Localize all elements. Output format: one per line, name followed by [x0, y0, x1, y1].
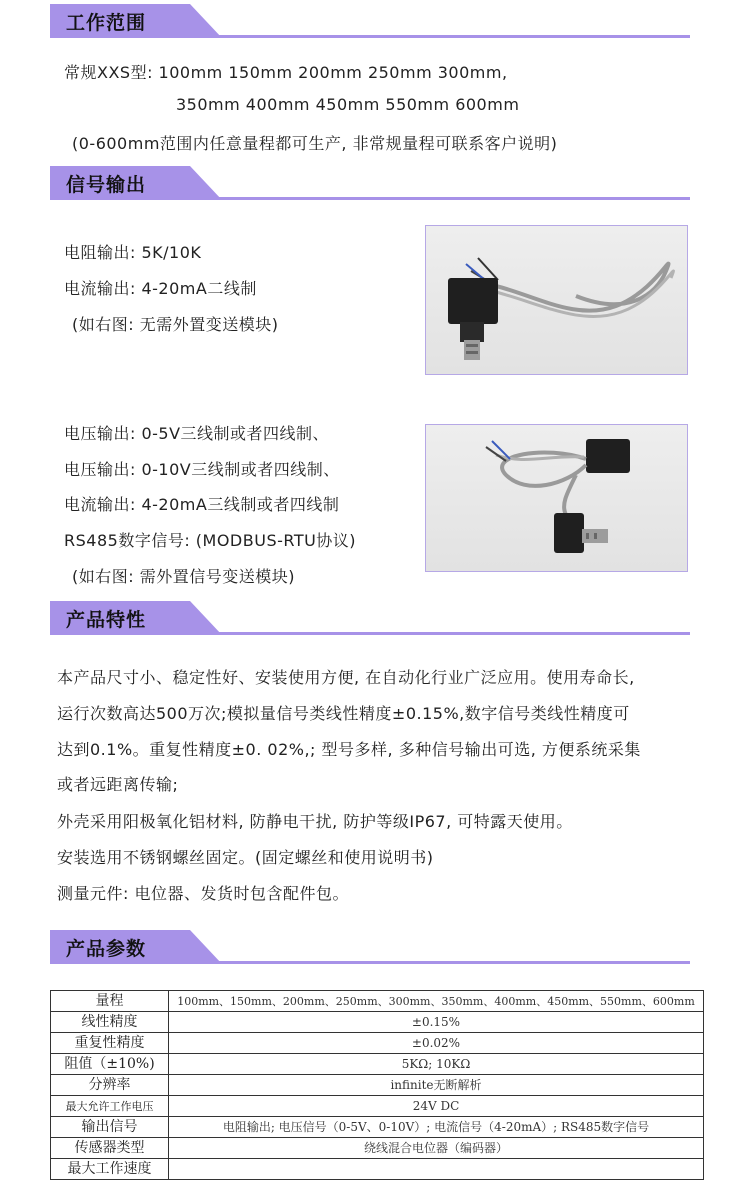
section-title: 工作范围 [66, 12, 147, 34]
param-key: 量程 [51, 991, 169, 1012]
work-range-line-3: (0-600mm范围内任意量程都可生产, 非常规量程可联系客户说明) [72, 134, 558, 153]
param-value: 5KΩ; 10KΩ [169, 1054, 704, 1075]
product-photo-sensor-2 [425, 424, 688, 572]
header-underline [50, 35, 690, 38]
table-row [51, 1075, 704, 1096]
work-range-line-2: 350mm 400mm 450mm 550mm 600mm [176, 95, 520, 114]
signal-group2-line-1: 电压输出: 0-5V三线制或者四线制、 [64, 424, 330, 443]
param-key: 最大允许工作电压 [51, 1096, 169, 1117]
work-range-line-1: 常规XXS型: 100mm 150mm 200mm 250mm 300mm, [64, 63, 508, 82]
product-photo-sensor-1 [425, 225, 688, 375]
section-header-params [50, 930, 690, 964]
param-value: ±0.02% [169, 1033, 704, 1054]
features-line-4: 或者远距离传输; [57, 775, 179, 794]
signal-group1-line-3: (如右图: 无需外置变送模块) [72, 315, 279, 334]
table-row [51, 1054, 704, 1075]
features-line-1: 本产品尺寸小、稳定性好、安装使用方便, 在自动化行业广泛应用。使用寿命长, [57, 668, 635, 687]
table-row [51, 1012, 704, 1033]
features-line-3: 达到0.1%。重复性精度±0. 02%,; 型号多样, 多种信号输出可选, 方便系统采集 [57, 740, 641, 759]
features-line-5: 外壳采用阳极氧化铝材料, 防静电干扰, 防护等级IP67, 可特露天使用。 [57, 812, 573, 831]
param-value: infinite无断解析 [169, 1075, 704, 1096]
param-value: 绕线混合电位器（编码器） [169, 1138, 704, 1159]
header-underline [50, 961, 690, 964]
header-underline [50, 197, 690, 200]
section-header-signal-output [50, 166, 690, 200]
section-header-work-range [50, 4, 690, 38]
param-key: 线性精度 [51, 1012, 169, 1033]
table-row [51, 1159, 704, 1180]
table-row [51, 1033, 704, 1054]
table-row [51, 1117, 704, 1138]
sensor-cable-illustration-1 [426, 226, 689, 376]
section-header-features [50, 601, 690, 635]
signal-group2-line-4: RS485数字信号: (MODBUS-RTU协议) [64, 531, 357, 550]
param-value [169, 1159, 704, 1180]
param-key: 阻值（±10%) [51, 1054, 169, 1075]
features-line-2: 运行次数高达500万次;模拟量信号类线性精度±0.15%,数字信号类线性精度可 [57, 704, 630, 723]
table-row [51, 1138, 704, 1159]
param-value: 100mm、150mm、200mm、250mm、300mm、350mm、400mm、450mm、550mm、600mm [169, 991, 704, 1012]
section-title: 产品特性 [66, 609, 147, 631]
features-line-7: 测量元件: 电位器、发货时包含配件包。 [57, 884, 349, 903]
header-underline [50, 632, 690, 635]
signal-group1-line-2: 电流输出: 4-20mA二线制 [64, 279, 257, 298]
features-line-6: 安装选用不锈钢螺丝固定。(固定螺丝和使用说明书) [57, 848, 434, 867]
signal-group1-line-1: 电阻输出: 5K/10K [64, 243, 202, 262]
param-value: 24V DC [169, 1096, 704, 1117]
section-title: 信号输出 [66, 174, 147, 196]
param-value: ±0.15% [169, 1012, 704, 1033]
param-key: 最大工作速度 [51, 1159, 169, 1180]
table-row [51, 991, 704, 1012]
param-value: 电阻输出; 电压信号（0-5V、0-10V）; 电流信号（4-20mA）; RS485数字信号 [169, 1117, 704, 1138]
param-key: 重复性精度 [51, 1033, 169, 1054]
table-row [51, 1096, 704, 1117]
sensor-cable-illustration-2 [426, 425, 689, 573]
param-key: 传感器类型 [51, 1138, 169, 1159]
param-key: 分辨率 [51, 1075, 169, 1096]
signal-group2-line-2: 电压输出: 0-10V三线制或者四线制、 [64, 460, 340, 479]
param-key: 输出信号 [51, 1117, 169, 1138]
signal-group2-line-3: 电流输出: 4-20mA三线制或者四线制 [64, 495, 340, 514]
section-title: 产品参数 [66, 938, 147, 960]
signal-group2-line-5: (如右图: 需外置信号变送模块) [72, 567, 295, 586]
params-table [50, 990, 704, 1180]
